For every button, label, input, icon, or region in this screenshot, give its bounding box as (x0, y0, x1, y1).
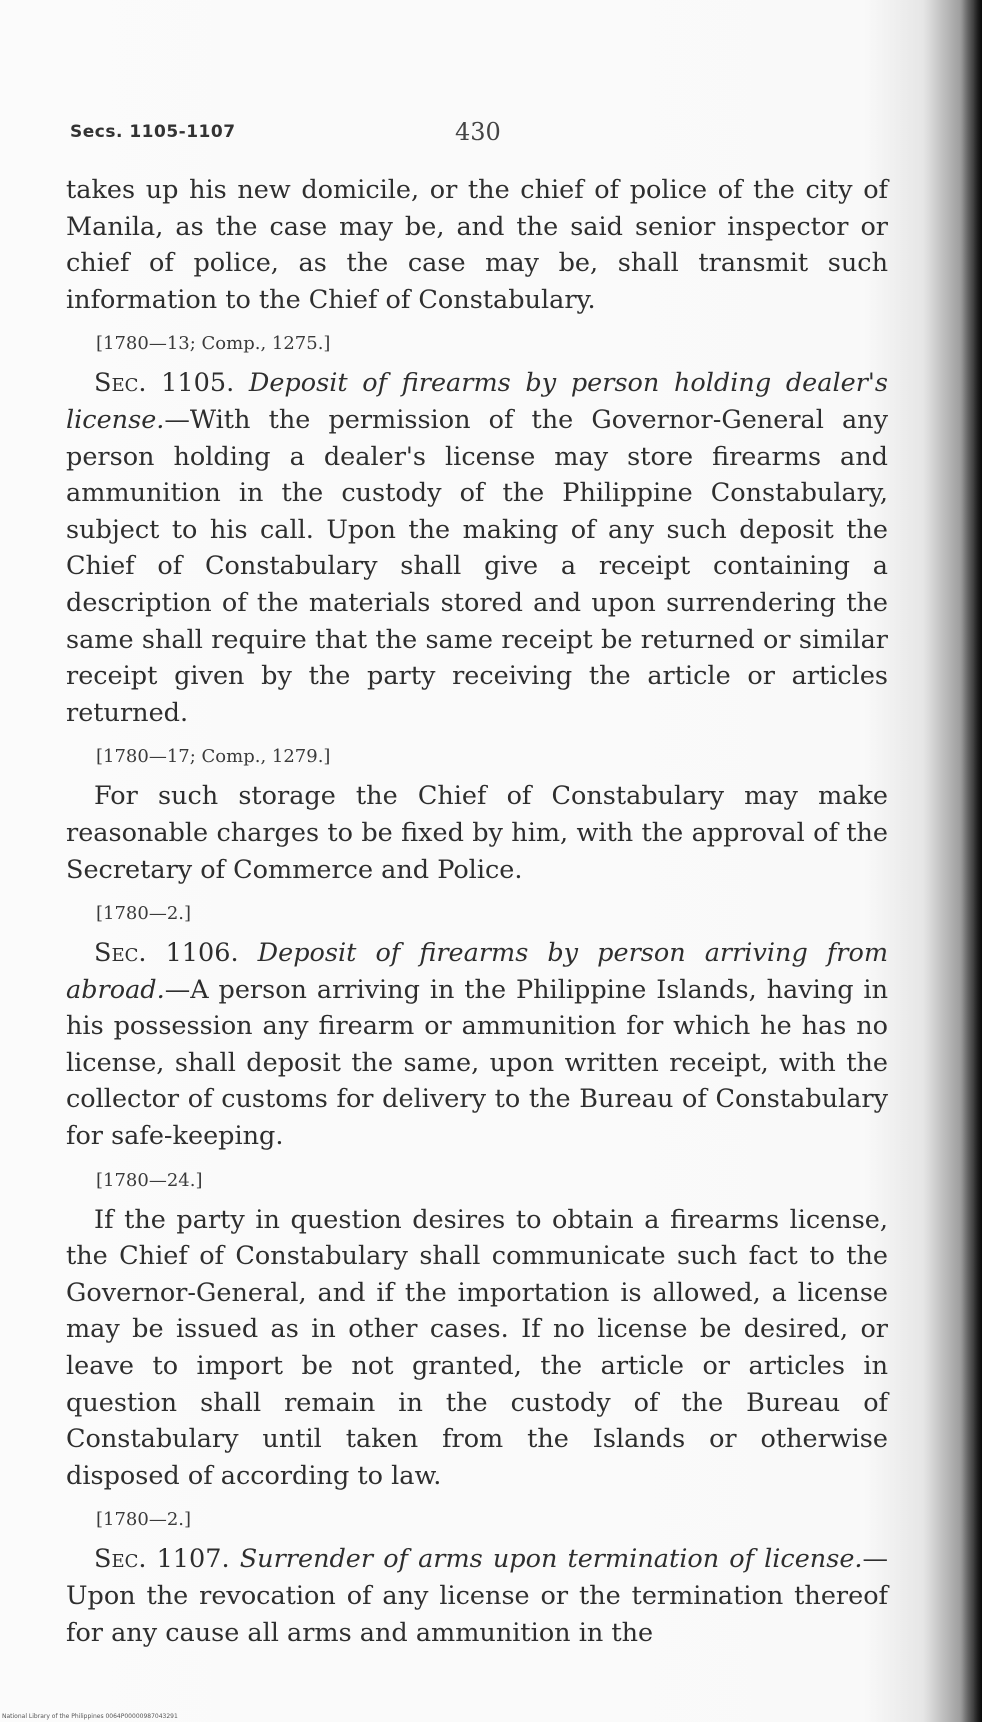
section-1106-label: Sec. 1106. (94, 938, 239, 969)
section-1105-label: Sec. 1105. (94, 368, 235, 399)
section-1105 (66, 365, 888, 731)
citation-5: [1780—2.] (96, 1509, 192, 1531)
citation-4: [1780—24.] (96, 1169, 203, 1191)
citation-2: [1780—17; Comp., 1279.] (96, 746, 331, 768)
section-1105-text: —With the permission of the Governor-General any person holding a dealer's license may store firearms and ammunition in the custody of the Philippine Constabulary, subject to his call. Upon the making of any such deposit the Chief of Constabulary shall give a receipt containing a description of the materials stored and upon surrendering the same shall require that the same receipt be returned or similar receipt given by the party receiving the article or articles returned. (66, 404, 888, 728)
section-1107-text: —Upon the revocation of any license or the termination thereof for any cause all arms and ammunition in the (66, 1544, 889, 1648)
section-1105-title: Deposit of firearms by person holding dealer's license. (66, 368, 889, 435)
paragraph-storage-charges: For such storage the Chief of Constabulary may make reasonable charges to be fixed by him, with the approval of the Secretary of Commerce and Police. (66, 781, 888, 885)
library-footer-note: National Library of the Philippines 0064P00000987043291 (2, 1713, 178, 1720)
citation-1: [1780—13; Comp., 1275.] (96, 333, 331, 355)
section-1106-title: Deposit of firearms by person arriving from abroad. (66, 938, 889, 1005)
citation-3: [1780—2.] (96, 903, 192, 925)
page-header (70, 118, 880, 148)
running-head: Secs. 1105-1107 (70, 122, 236, 142)
page-number: 430 (455, 118, 501, 146)
page-body (66, 172, 888, 1651)
section-1107-label: Sec. 1107. (94, 1544, 230, 1575)
section-1106-text: —A person arriving in the Philippine Islands, having in his possession any firearm or ammunition for which he has no license, shall deposit the same, upon written receipt, with the collector of customs for delivery to the Bureau of Constabulary for safe-keeping. (66, 974, 888, 1152)
paragraph-license-request: If the party in question desires to obtain a firearms license, the Chief of Constabulary shall communicate such fact to the Governor-General, and if the importation is allowed, a license may be issued as in other cases. If no license be desired, or leave to import be not granted, the article or articles in question shall remain in the custody of the Bureau of Constabulary until taken from the Islands or otherwise disposed of according to law. (66, 1204, 888, 1491)
section-1107-title: Surrender of arms upon termination of license. (239, 1544, 863, 1575)
section-1106 (66, 935, 888, 1155)
section-1107 (66, 1541, 888, 1651)
binding-edge-shadow (960, 0, 982, 1722)
paragraph-continuation: takes up his new domicile, or the chief of police of the city of Manila, as the case may be, and the said senior inspector or chief of police, as the case may be, shall transmit such information to the Chief of Constabulary. (66, 175, 888, 315)
